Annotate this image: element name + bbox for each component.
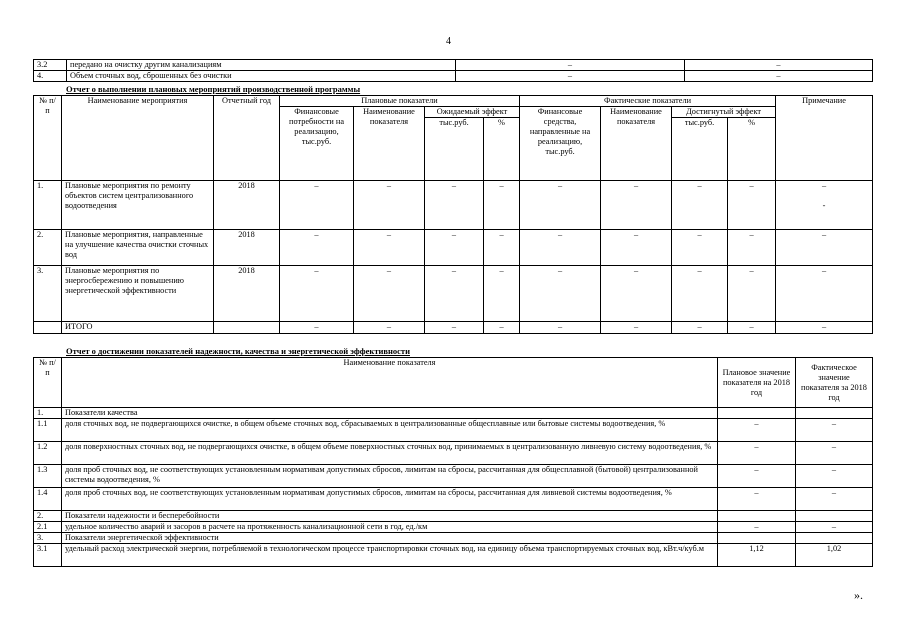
plan-value: 1,12 — [718, 544, 796, 567]
cell-value: – — [601, 266, 672, 322]
table-row — [34, 511, 873, 522]
table-row — [34, 533, 873, 544]
cell-value: – — [280, 230, 354, 266]
cell-value: – — [425, 322, 484, 334]
plan-value: – — [456, 71, 685, 82]
row-name: удельный расход электрической энергии, потребляемой в технологическом процессе транспортировки сточных вод, на единицу объема транспортируемых сточных вод, кВт.ч/куб.м — [62, 544, 718, 567]
cell-value: – — [280, 322, 354, 334]
cell-value: – — [728, 181, 776, 230]
table-row — [34, 71, 873, 82]
row-name: доля проб сточных вод, не соответствующих установленным нормативам допустимых сбросов, лимитам на сбросы, рассчитанная для ливневой системы водоотведения, % — [62, 488, 718, 511]
fact-value — [796, 408, 873, 419]
plan-value: – — [718, 488, 796, 511]
plan-value: – — [718, 465, 796, 488]
table-row — [34, 408, 873, 419]
fact-value — [796, 533, 873, 544]
table-row — [34, 266, 873, 322]
cell-value: – — [425, 230, 484, 266]
fact-value: – — [685, 71, 873, 82]
row-number: 1.1 — [34, 419, 62, 442]
cell-value: – — [425, 266, 484, 322]
cell-value: – — [484, 322, 520, 334]
cell-value: – — [484, 230, 520, 266]
header-actual: Фактические показатели — [520, 96, 776, 107]
header-num: № п/п — [34, 358, 62, 408]
header-plan-fin: Финансовые потребности на реализацию, тыс.руб. — [280, 107, 354, 181]
cell-value: – — [520, 181, 601, 230]
note-value: – — [821, 181, 827, 190]
fact-value: – — [796, 465, 873, 488]
header-plan-ind: Наименование показателя — [354, 107, 425, 181]
fact-value: – — [796, 442, 873, 465]
cell-value: – — [354, 230, 425, 266]
total-row — [34, 322, 873, 334]
row-number: 1.3 — [34, 465, 62, 488]
page-number: 4 — [446, 36, 451, 47]
header-act-fin: Финансовые средства, направленные на реализацию, тыс.руб. — [520, 107, 601, 181]
plan-value — [718, 511, 796, 522]
cell-value: – — [728, 266, 776, 322]
fact-value — [796, 511, 873, 522]
cell-value: – — [672, 322, 728, 334]
header-plan: Плановое значение показателя на 2018 год — [718, 358, 796, 408]
cell-value: – — [601, 322, 672, 334]
header-act-ind: Наименование показателя — [601, 107, 672, 181]
cell-value: – — [776, 322, 873, 334]
cell-value: – — [354, 181, 425, 230]
row-number: 3.2 — [34, 60, 67, 71]
header-name: Наименование мероприятия — [62, 96, 214, 181]
cell-value: – — [672, 266, 728, 322]
table-row — [34, 181, 873, 230]
indicators-report-title: Отчет о достижении показателей надежности, качества и энергетической эффективности — [66, 346, 410, 356]
plan-value: – — [456, 60, 685, 71]
header-act-effect: Достигнутый эффект — [672, 107, 776, 118]
row-name: Показатели надежности и бесперебойности — [62, 511, 718, 522]
row-number: 2. — [34, 511, 62, 522]
row-number: 4. — [34, 71, 67, 82]
cell-value: – — [520, 266, 601, 322]
cell-value: – — [484, 181, 520, 230]
row-year: 2018 — [214, 266, 280, 322]
header-act-effect-pct: % — [728, 118, 776, 181]
cell-value: – — [672, 230, 728, 266]
cell-value: – — [776, 266, 873, 322]
plan-value — [718, 408, 796, 419]
program-report-title: Отчет о выполнении плановых мероприятий производственной программы — [66, 84, 361, 94]
top-summary-table — [33, 59, 873, 82]
row-name: Плановые мероприятия по энергосбережению и повышению энергетической эффективности — [62, 266, 214, 322]
plan-value: – — [718, 442, 796, 465]
closing-quote: ». — [854, 588, 863, 602]
total-label: ИТОГО — [62, 322, 214, 334]
row-number: 3.1 — [34, 544, 62, 567]
row-label: Объем сточных вод, сброшенных без очистки — [67, 71, 456, 82]
row-number: 1.2 — [34, 442, 62, 465]
cell-value: – — [425, 181, 484, 230]
table-row — [34, 230, 873, 266]
table-row — [34, 442, 873, 465]
cell-value: – — [354, 266, 425, 322]
cell-value: – — [672, 181, 728, 230]
header-plan-effect-rub: тыс.руб. — [425, 118, 484, 181]
cell-value: – — [776, 230, 873, 266]
plan-value — [718, 533, 796, 544]
header-plan-effect: Ожидаемый эффект — [425, 107, 520, 118]
row-year: 2018 — [214, 181, 280, 230]
cell-value: – — [728, 322, 776, 334]
row-name: Плановые мероприятия по ремонту объектов систем централизованного водоотведения — [62, 181, 214, 230]
row-name: Плановые мероприятия, направленные на улучшение качества очистки сточных вод — [62, 230, 214, 266]
cell-value: – — [280, 266, 354, 322]
table-row — [34, 544, 873, 567]
row-name: удельное количество аварий и засоров в расчете на протяженность канализационной сети в год, ед./км — [62, 522, 718, 533]
header-name: Наименование показателя — [62, 358, 718, 408]
stray-mark: - — [822, 201, 826, 210]
row-number: 3. — [34, 266, 62, 322]
cell-value: – — [520, 322, 601, 334]
row-name: Показатели качества — [62, 408, 718, 419]
cell-value — [776, 181, 873, 230]
row-name: доля поверхностных сточных вод, не подвергающихся очистке, в общем объеме поверхностных сточных вод, принимаемых в централизованную ливневую систему водоотведения, % — [62, 442, 718, 465]
row-number: 2.1 — [34, 522, 62, 533]
row-number: 2. — [34, 230, 62, 266]
header-note: Примечание — [776, 96, 873, 181]
table-row — [34, 465, 873, 488]
cell-value: – — [280, 181, 354, 230]
header-act-effect-rub: тыс.руб. — [672, 118, 728, 181]
cell-value: – — [601, 181, 672, 230]
plan-value: – — [718, 419, 796, 442]
row-year: 2018 — [214, 230, 280, 266]
cell-value: – — [601, 230, 672, 266]
row-number: 1. — [34, 408, 62, 419]
fact-value: 1,02 — [796, 544, 873, 567]
cell-value: – — [484, 266, 520, 322]
row-number: 1.4 — [34, 488, 62, 511]
cell-value: – — [354, 322, 425, 334]
fact-value: – — [796, 488, 873, 511]
table-row — [34, 522, 873, 533]
row-name: доля проб сточных вод, не соответствующих установленным нормативам допустимых сбросов, лимитам на сбросы, рассчитанная для общесплавной (бытовой) централизованной системы водоотведения, % — [62, 465, 718, 488]
table-row — [34, 488, 873, 511]
cell-value: – — [728, 230, 776, 266]
plan-value: – — [718, 522, 796, 533]
header-num: № п/п — [34, 96, 62, 181]
fact-value: – — [685, 60, 873, 71]
cell-value: – — [520, 230, 601, 266]
row-name: доля сточных вод, не подвергающихся очистке, в общем объеме сточных вод, сбрасываемых в централизованные общесплавные или бытовые системы водоотведения, % — [62, 419, 718, 442]
row-number: 1. — [34, 181, 62, 230]
table-row — [34, 419, 873, 442]
table-row — [34, 60, 873, 71]
header-fact: Фактическое значение показателя за 2018 год — [796, 358, 873, 408]
row-name: Показатели энергетической эффективности — [62, 533, 718, 544]
header-year: Отчетный год — [214, 96, 280, 181]
program-table — [33, 95, 873, 334]
fact-value: – — [796, 522, 873, 533]
row-label: передано на очистку другим канализациям — [67, 60, 456, 71]
header-plan-effect-pct: % — [484, 118, 520, 181]
fact-value: – — [796, 419, 873, 442]
indicators-table — [33, 357, 873, 567]
header-planned: Плановые показатели — [280, 96, 520, 107]
row-number: 3. — [34, 533, 62, 544]
